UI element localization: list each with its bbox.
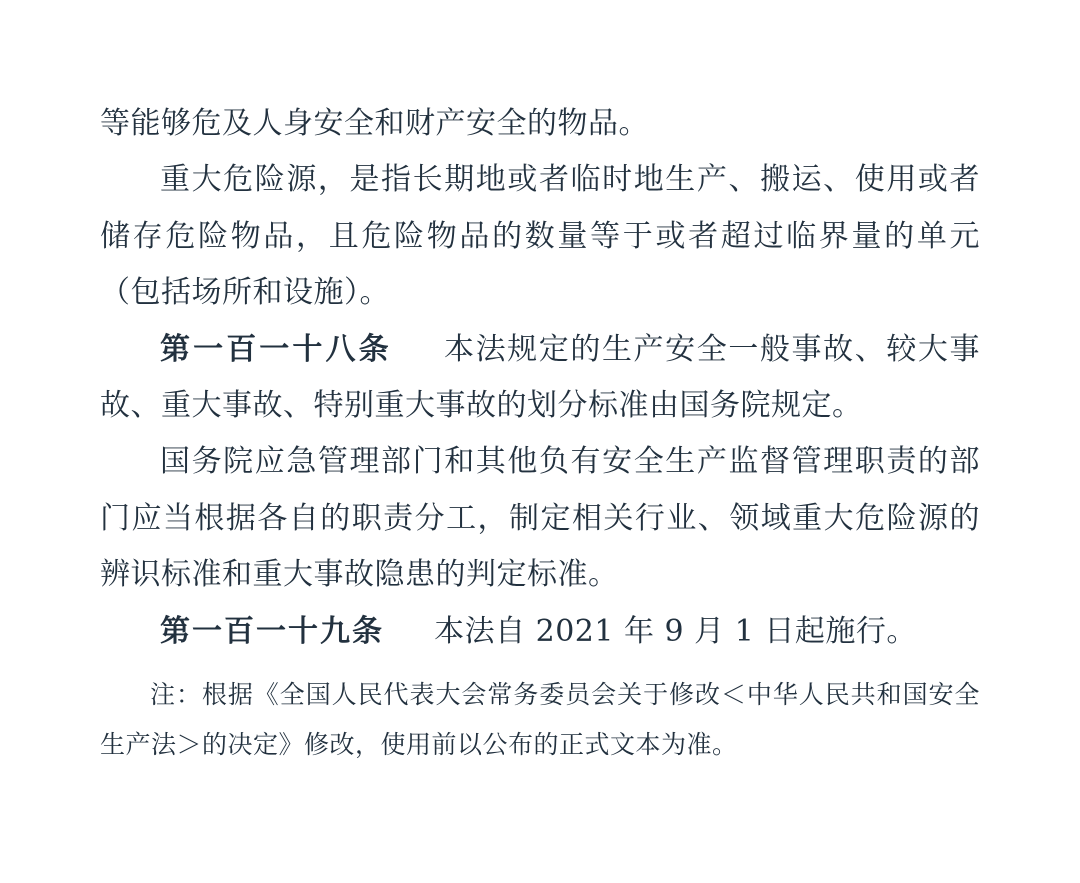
- article-118-text: 本法规定的生产安全一般事故、较大事故、重大事故、特别重大事故的划分标准由国务院规定。: [100, 331, 981, 423]
- article-119-number: 第一百一十九条: [160, 613, 384, 649]
- article-118-number: 第一百一十八条: [160, 331, 392, 367]
- article-119: [100, 604, 980, 660]
- article-119-text: 本法自 2021 年 9 月 1 日起施行。: [434, 613, 917, 649]
- document-body: [100, 96, 980, 770]
- paragraph-continued: 等能够危及人身安全和财产安全的物品。: [100, 106, 649, 141]
- paragraph-spacer: [100, 660, 980, 664]
- paragraph-note: 注：根据《全国人民代表大会常务委员会关于修改＜中华人民共和国安全生产法＞的决定》修改，使用前以公布的正式文本为准。: [100, 679, 980, 759]
- paragraph-118-second: 国务院应急管理部门和其他负有安全生产监督管理职责的部门应当根据各自的职责分工，制定相关行业、领域重大危险源的辨识标准和重大事故隐患的判定标准。: [100, 444, 980, 593]
- article-118: [100, 322, 980, 435]
- paragraph-major-hazard-definition: 重大危险源，是指长期地或者临时地生产、搬运、使用或者储存危险物品，且危险物品的数量等于或者超过临界量的单元（包括场所和设施）。: [100, 162, 980, 311]
